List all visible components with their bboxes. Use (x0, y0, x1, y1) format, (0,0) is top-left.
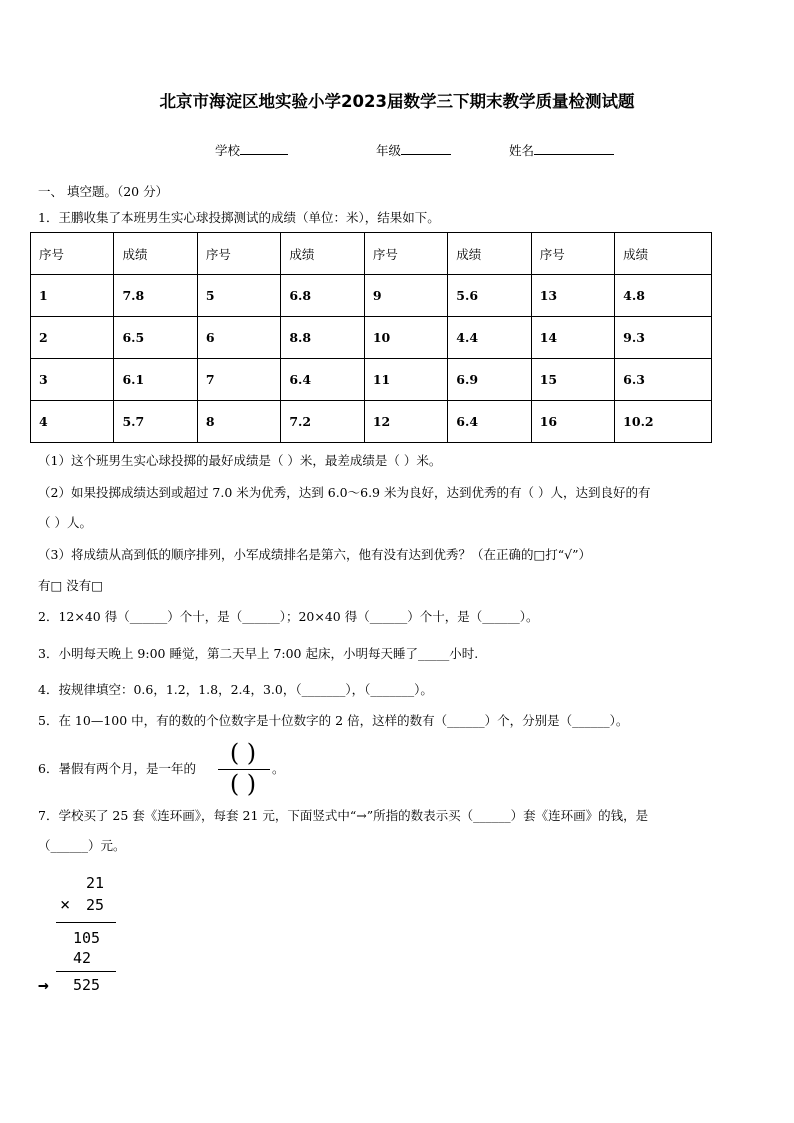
table-header-cell: 成绩 (615, 233, 712, 275)
q1-sub3: （3）将成绩从高到低的顺序排列，小军成绩排名是第六，他有没有达到优秀？（在正确的□打“√”） (38, 547, 592, 562)
table-header-cell: 成绩 (114, 233, 197, 275)
table-cell: 10.2 (615, 401, 712, 443)
table-header-cell: 成绩 (448, 233, 531, 275)
table-cell: 8.8 (281, 317, 364, 359)
table-cell: 5 (197, 275, 280, 317)
table-header-cell: 序号 (197, 233, 280, 275)
table-cell: 1 (31, 275, 114, 317)
school-label: 学校 (215, 143, 241, 158)
table-header-cell: 序号 (31, 233, 114, 275)
table-header-row (31, 233, 712, 275)
table-cell: 6.8 (281, 275, 364, 317)
q7-line1: 7．学校买了 25 套《连环画》，每套 21 元，下面竖式中“→”所指的数表示买（______）套《连环画》的钱，是 (38, 808, 649, 823)
table-cell: 15 (531, 359, 614, 401)
table-cell: 8 (197, 401, 280, 443)
table-cell: 6 (197, 317, 280, 359)
table-cell: 13 (531, 275, 614, 317)
calc-multiplicand: 21 (86, 874, 105, 892)
q7-line2: （______）元。 (38, 838, 126, 853)
name-label: 姓名 (509, 143, 535, 158)
section-heading: 一、 填空题。（20 分） (38, 184, 169, 199)
q1-options[interactable]: 有□ 没有□ (38, 578, 104, 593)
table-cell: 10 (364, 317, 447, 359)
calc-result: 525 (73, 976, 101, 994)
table-cell: 5.6 (448, 275, 531, 317)
q2: 2．12×40 得（______）个十，是（______）；20×40 得（______）个十，是（______）。 (38, 609, 539, 624)
table-cell: 4 (31, 401, 114, 443)
table-row (31, 401, 712, 443)
table-cell: 5.7 (114, 401, 197, 443)
grade-field[interactable] (376, 141, 451, 159)
table-cell: 6.4 (448, 401, 531, 443)
calc-partial-1: 105 (73, 929, 101, 947)
table-cell: 3 (31, 359, 114, 401)
table-cell: 12 (364, 401, 447, 443)
school-field[interactable] (215, 141, 288, 159)
arrow-icon: → (38, 975, 49, 996)
fraction-numerator[interactable]: ( ) (229, 739, 257, 767)
table-cell: 6.3 (615, 359, 712, 401)
calc-multiplier: 25 (86, 896, 105, 914)
table-cell: 2 (31, 317, 114, 359)
q5: 5．在 10—100 中，有的数的个位数字是十位数字的 2 倍，这样的数有（______）个，分别是（______）。 (38, 713, 629, 728)
table-cell: 14 (531, 317, 614, 359)
q1-sub1: （1）这个班男生实心球投掷的最好成绩是（ ）米，最差成绩是（ ）米。 (38, 453, 442, 468)
q6-end: 。 (272, 761, 285, 776)
table-cell: 9.3 (615, 317, 712, 359)
q1-sub2a: （2）如果投掷成绩达到或超过 7.0 米为优秀，达到 6.0～6.9 米为良好，达到优秀的有（ ）人，达到良好的有 (38, 485, 651, 500)
calc-line (56, 922, 116, 923)
grade-blank[interactable] (401, 142, 451, 155)
q3: 3．小明每天晚上 9:00 睡觉，第二天早上 7:00 起床，小明每天睡了_____小时. (38, 646, 479, 661)
table-cell: 7.8 (114, 275, 197, 317)
school-blank[interactable] (240, 142, 288, 155)
table-cell: 7.2 (281, 401, 364, 443)
name-blank[interactable] (534, 142, 614, 155)
table-header-cell: 序号 (364, 233, 447, 275)
page-title: 北京市海淀区地实验小学2023届数学三下期末教学质量检测试题 (159, 92, 635, 111)
table-row (31, 317, 712, 359)
calc-partial-2: 42 (73, 949, 92, 967)
q1-sub2b: （ ）人。 (38, 515, 92, 530)
calc-line (56, 971, 116, 972)
table-row (31, 359, 712, 401)
table-cell: 6.4 (281, 359, 364, 401)
q4: 4．按规律填空：0.6，1.2，1.8，2.4，3.0，（_______），（_______）。 (38, 682, 433, 697)
calc-operator: × (60, 895, 71, 915)
scores-table (30, 232, 712, 443)
table-cell: 16 (531, 401, 614, 443)
table-cell: 6.1 (114, 359, 197, 401)
q6-fraction[interactable] (214, 739, 272, 799)
name-field[interactable] (509, 141, 614, 159)
q6-text: 6．暑假有两个月，是一年的 (38, 761, 196, 776)
table-header-cell: 序号 (531, 233, 614, 275)
table-row (31, 275, 712, 317)
table-cell: 11 (364, 359, 447, 401)
table-cell: 9 (364, 275, 447, 317)
q1-stem: 1．王鹏收集了本班男生实心球投掷测试的成绩（单位：米），结果如下。 (38, 210, 440, 225)
table-cell: 6.5 (114, 317, 197, 359)
table-cell: 7 (197, 359, 280, 401)
table-cell: 6.9 (448, 359, 531, 401)
table-cell: 4.4 (448, 317, 531, 359)
table-cell: 4.8 (615, 275, 712, 317)
fraction-denominator[interactable]: ( ) (229, 770, 257, 798)
table-header-cell: 成绩 (281, 233, 364, 275)
grade-label: 年级 (376, 143, 402, 158)
